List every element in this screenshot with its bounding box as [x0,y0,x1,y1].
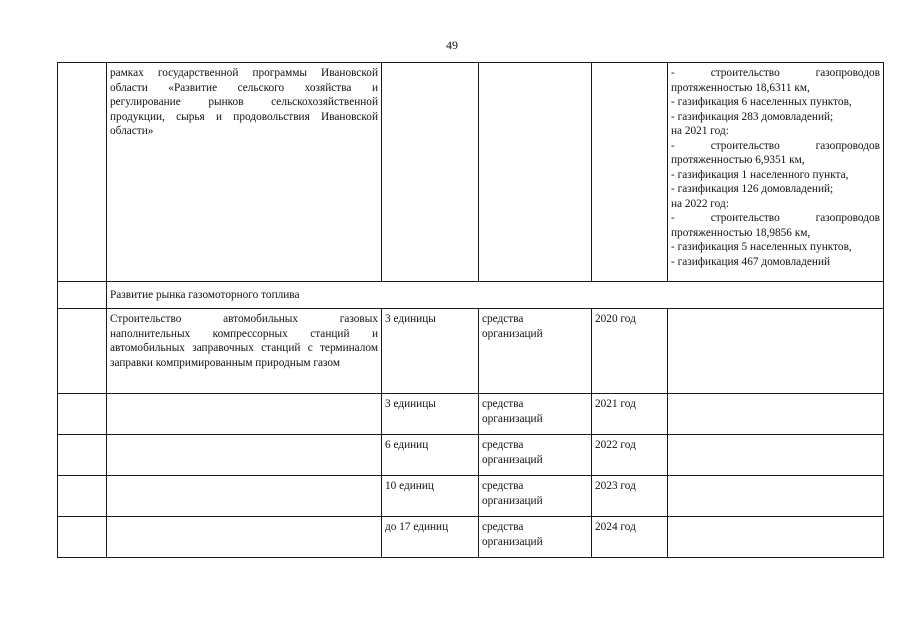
source-text: средства организаций [482,313,543,340]
year-text: 2023 год [595,480,636,492]
year-text: 2020 год [595,313,636,325]
year-cell [592,309,668,394]
description-text: рамках государственной программы Ивановской области «Развитие сельского хозяйства и регулирование рынков сельскохозяйственной продукции, сырья и продовольствия Ивановской области» [110,67,378,137]
year-cell [592,517,668,558]
row-number-cell [58,435,107,476]
source-text: средства организаций [482,480,543,507]
source-cell [479,435,592,476]
section-row [58,282,884,309]
result-list [671,66,880,269]
quantity-text: 6 единиц [385,439,429,451]
table-row [58,63,884,282]
result-cell [668,394,884,435]
result-cell [668,63,884,282]
table-row [58,309,884,394]
year-cell [592,476,668,517]
result-cell [668,476,884,517]
description-cell [107,435,382,476]
quantity-text: 3 единицы [385,313,436,325]
result-line: протяженностью 18,9856 км, [671,226,811,239]
row-number-cell [58,63,107,282]
year-text: 2021 год [595,398,636,410]
page-number: 49 [446,38,458,52]
description-cell [107,476,382,517]
description-cell [107,63,382,282]
quantity-cell [382,435,479,476]
result-cell [668,435,884,476]
description-cell [107,517,382,558]
result-line: протяженностью 6,9351 км, [671,154,805,166]
quantity-cell [382,476,479,517]
table-row [58,476,884,517]
row-number-cell [58,517,107,558]
source-cell [479,309,592,394]
year-cell [592,63,668,282]
source-text: средства организаций [482,521,543,548]
result-cell [668,309,884,394]
quantity-cell [382,517,479,558]
description-cell [107,309,382,394]
table-row [58,394,884,435]
section-heading-cell [107,282,884,309]
source-text: средства организаций [482,398,543,425]
result-cell [668,517,884,558]
result-line: - газификация 283 домовладений; [671,110,834,123]
table-row [58,517,884,558]
quantity-text: 3 единицы [385,398,436,410]
result-line: на 2022 год: [671,197,729,210]
result-line: протяженностью 18,6311 км, [671,81,810,94]
result-line: - строительство газопроводов [671,67,880,79]
result-line: - газификация 1 населенного пункта, [671,168,849,181]
result-line: - газификация 6 населенных пунктов, [671,96,852,108]
row-number-cell [58,476,107,517]
quantity-cell [382,63,479,282]
source-text: средства организаций [482,439,543,466]
result-line: - строительство газопроводов [671,139,880,152]
source-cell [479,394,592,435]
document-table [57,62,884,558]
quantity-text: 10 единиц [385,480,434,492]
section-heading: Развитие рынка газомоторного топлива [110,289,300,302]
result-line: - газификация 126 домовладений; [671,183,834,195]
quantity-cell [382,394,479,435]
result-line: - строительство газопроводов [671,212,880,224]
year-cell [592,435,668,476]
row-number-cell [58,282,107,309]
quantity-cell [382,309,479,394]
source-cell [479,517,592,558]
row-number-cell [58,309,107,394]
year-cell [592,394,668,435]
description-cell [107,394,382,435]
row-number-cell [58,394,107,435]
source-cell [479,476,592,517]
source-cell [479,63,592,282]
quantity-text: до 17 единиц [385,521,449,533]
year-text: 2022 год [595,439,636,451]
description-text: Строительство автомобильных газовых наполнительных компрессорных станций и автомобильных заправочных станций с терминалом заправки компримированным природным газом [110,313,378,369]
result-line: - газификация 467 домовладений [671,255,831,268]
result-line: на 2021 год: [671,125,729,137]
result-line: - газификация 5 населенных пунктов, [671,241,852,253]
year-text: 2024 год [595,521,636,533]
table-row [58,435,884,476]
